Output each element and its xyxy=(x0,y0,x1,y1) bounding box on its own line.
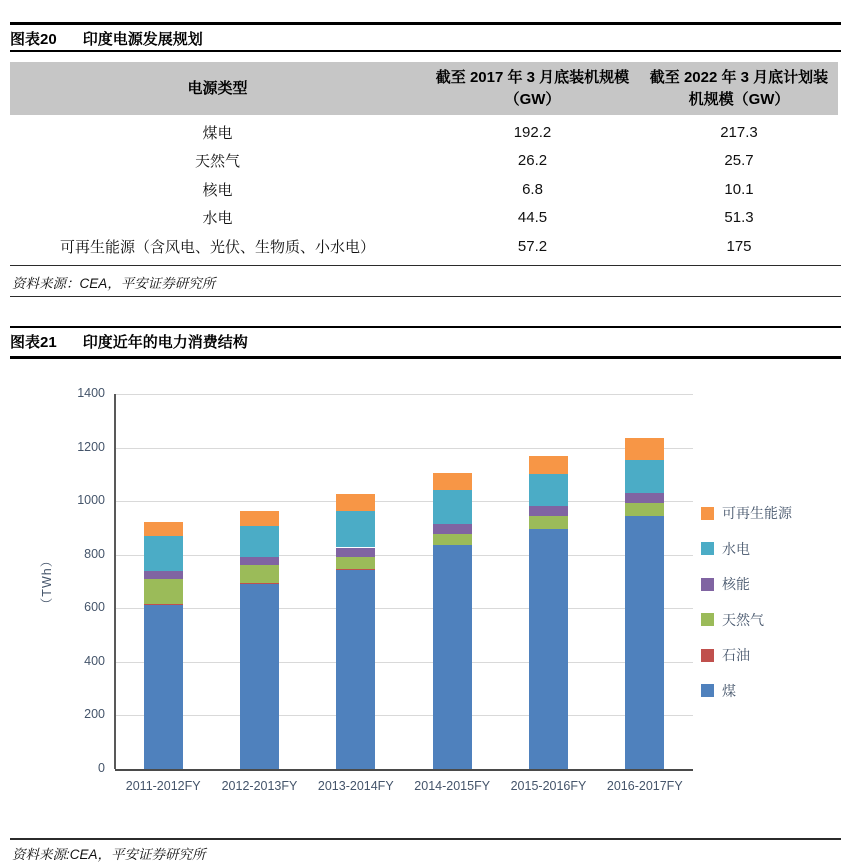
table-cell-2022: 25.7 xyxy=(724,152,754,170)
bar-segment-石油 xyxy=(144,604,183,605)
table-row xyxy=(10,118,838,147)
bar-segment-核能 xyxy=(240,557,279,566)
x-axis-category-label: 2016-2017FY xyxy=(606,779,683,793)
table-row xyxy=(10,147,838,176)
bar-segment-核能 xyxy=(625,493,664,503)
table-row xyxy=(10,175,838,204)
y-axis-tick-label: 0 xyxy=(98,761,105,775)
table-cell-2017: 57.2 xyxy=(517,237,548,255)
table-header-row xyxy=(10,62,838,115)
table-col-header-2022: 截至 2022 年 3 月底计划装机规模（GW） xyxy=(649,68,829,108)
table-col-header-2017: 截至 2017 年 3 月底装机规模（GW） xyxy=(435,68,630,108)
divider xyxy=(10,838,841,840)
bar-segment-天然气 xyxy=(433,534,472,545)
y-axis-line xyxy=(114,394,116,769)
legend-swatch-石油 xyxy=(701,649,714,662)
legend-label: 天然气 xyxy=(722,611,764,628)
table-row xyxy=(10,232,838,261)
bar-segment-可再生能源 xyxy=(144,522,183,536)
x-axis-line xyxy=(115,769,693,771)
figure21-title xyxy=(10,331,248,352)
divider xyxy=(10,22,841,25)
bar-segment-煤 xyxy=(625,516,664,769)
bar-segment-水电 xyxy=(625,460,664,493)
table-cell-2017: 6.8 xyxy=(522,180,543,198)
bar-segment-水电 xyxy=(433,490,472,525)
x-axis-category-label: 2012-2013FY xyxy=(221,779,298,793)
bar-segment-煤 xyxy=(336,569,375,769)
y-gridline xyxy=(115,555,693,556)
legend-label: 煤 xyxy=(722,682,736,699)
divider xyxy=(10,356,841,359)
figure20-title xyxy=(10,28,203,49)
legend-item-天然气 xyxy=(701,610,764,630)
bar-segment-天然气 xyxy=(240,565,279,583)
y-gridline xyxy=(115,448,693,449)
bar-segment-核能 xyxy=(336,548,375,557)
table-cell-2022: 217.3 xyxy=(720,123,758,141)
bar-segment-可再生能源 xyxy=(336,494,375,511)
table-body xyxy=(10,118,838,261)
table-cell-type: 天然气 xyxy=(194,153,240,171)
bar-segment-煤 xyxy=(240,584,279,769)
legend-swatch-天然气 xyxy=(701,613,714,626)
bar-segment-天然气 xyxy=(625,503,664,516)
y-axis-tick-label: 600 xyxy=(84,600,105,615)
bar-segment-煤 xyxy=(144,605,183,769)
bar-segment-天然气 xyxy=(336,557,375,569)
table-cell-2017: 44.5 xyxy=(517,209,548,227)
y-axis-tick-label: 200 xyxy=(84,707,105,722)
table-cell-2022: 175 xyxy=(726,237,752,255)
legend-item-水电 xyxy=(701,539,750,559)
bar-segment-天然气 xyxy=(144,579,183,604)
table-col-header-type: 电源类型 xyxy=(187,79,248,97)
legend-item-石油 xyxy=(701,645,750,665)
table-cell-2017: 26.2 xyxy=(517,152,548,170)
legend-swatch-煤 xyxy=(701,684,714,697)
bar-segment-天然气 xyxy=(529,516,568,529)
x-axis-category-label: 2011-2012FY xyxy=(125,779,201,793)
bar-segment-水电 xyxy=(529,474,568,506)
figure20-tag: 图表20 xyxy=(10,31,57,48)
bar-segment-可再生能源 xyxy=(529,456,568,474)
table-cell-2022: 51.3 xyxy=(724,209,754,227)
legend-item-核能 xyxy=(701,574,750,594)
y-axis-tick-label: 800 xyxy=(84,546,105,561)
legend-label: 核能 xyxy=(722,576,750,592)
legend-item-煤 xyxy=(701,681,736,701)
bar-segment-可再生能源 xyxy=(625,438,664,460)
bar-segment-水电 xyxy=(336,511,375,547)
bar-segment-石油 xyxy=(240,583,279,584)
y-gridline xyxy=(115,608,693,609)
figure20-source: 资料来源：CEA，平安证券研究所 xyxy=(12,276,216,291)
legend-swatch-水电 xyxy=(701,542,714,555)
figure21-source: 资料来源:CEA，平安证券研究所 xyxy=(12,847,206,862)
y-gridline xyxy=(115,715,693,716)
bar-segment-煤 xyxy=(433,545,472,769)
bar-segment-核能 xyxy=(144,571,183,580)
legend-label: 可再生能源 xyxy=(722,505,792,521)
table-cell-type: 可再生能源（含风电、光伏、生物质、小水电） xyxy=(59,238,375,256)
y-gridline xyxy=(115,662,693,663)
bar-segment-核能 xyxy=(433,524,472,534)
figure20-title-text: 印度电源发展规划 xyxy=(82,31,203,48)
table-row xyxy=(10,204,838,233)
y-axis-title: （TWh） xyxy=(40,553,54,611)
table-cell-2017: 192.2 xyxy=(513,123,552,141)
legend-swatch-可再生能源 xyxy=(701,507,714,520)
bar-segment-可再生能源 xyxy=(433,473,472,490)
y-gridline xyxy=(115,501,693,502)
table-cell-type: 核电 xyxy=(202,181,233,199)
divider xyxy=(10,326,841,328)
legend-item-可再生能源 xyxy=(701,503,792,523)
y-axis-tick-label: 1200 xyxy=(77,439,105,454)
table-cell-type: 煤电 xyxy=(202,124,233,142)
table-cell-type: 水电 xyxy=(202,210,233,228)
bar-segment-核能 xyxy=(529,506,568,516)
y-gridline xyxy=(115,394,693,395)
legend-label: 水电 xyxy=(722,540,750,557)
y-axis-tick-label: 1000 xyxy=(77,493,105,508)
y-axis-tick-label: 1400 xyxy=(77,386,105,400)
bar-segment-水电 xyxy=(144,536,183,571)
figure21-tag: 图表21 xyxy=(10,334,57,351)
figure21-title-text: 印度近年的电力消费结构 xyxy=(82,334,248,351)
x-axis-category-label: 2014-2015FY xyxy=(414,779,491,793)
bar-segment-可再生能源 xyxy=(240,511,279,527)
stacked-bar-chart xyxy=(0,370,859,820)
bar-segment-水电 xyxy=(240,526,279,557)
bar-segment-煤 xyxy=(529,529,568,769)
x-axis-category-label: 2015-2016FY xyxy=(510,779,587,793)
legend-label: 石油 xyxy=(722,647,750,663)
x-axis-category-label: 2013-2014FY xyxy=(317,779,394,793)
divider xyxy=(10,265,841,266)
y-axis-tick-label: 400 xyxy=(84,653,105,668)
legend-swatch-核能 xyxy=(701,578,714,591)
divider xyxy=(10,50,841,52)
divider xyxy=(10,296,841,297)
table-cell-2022: 10.1 xyxy=(724,180,754,198)
